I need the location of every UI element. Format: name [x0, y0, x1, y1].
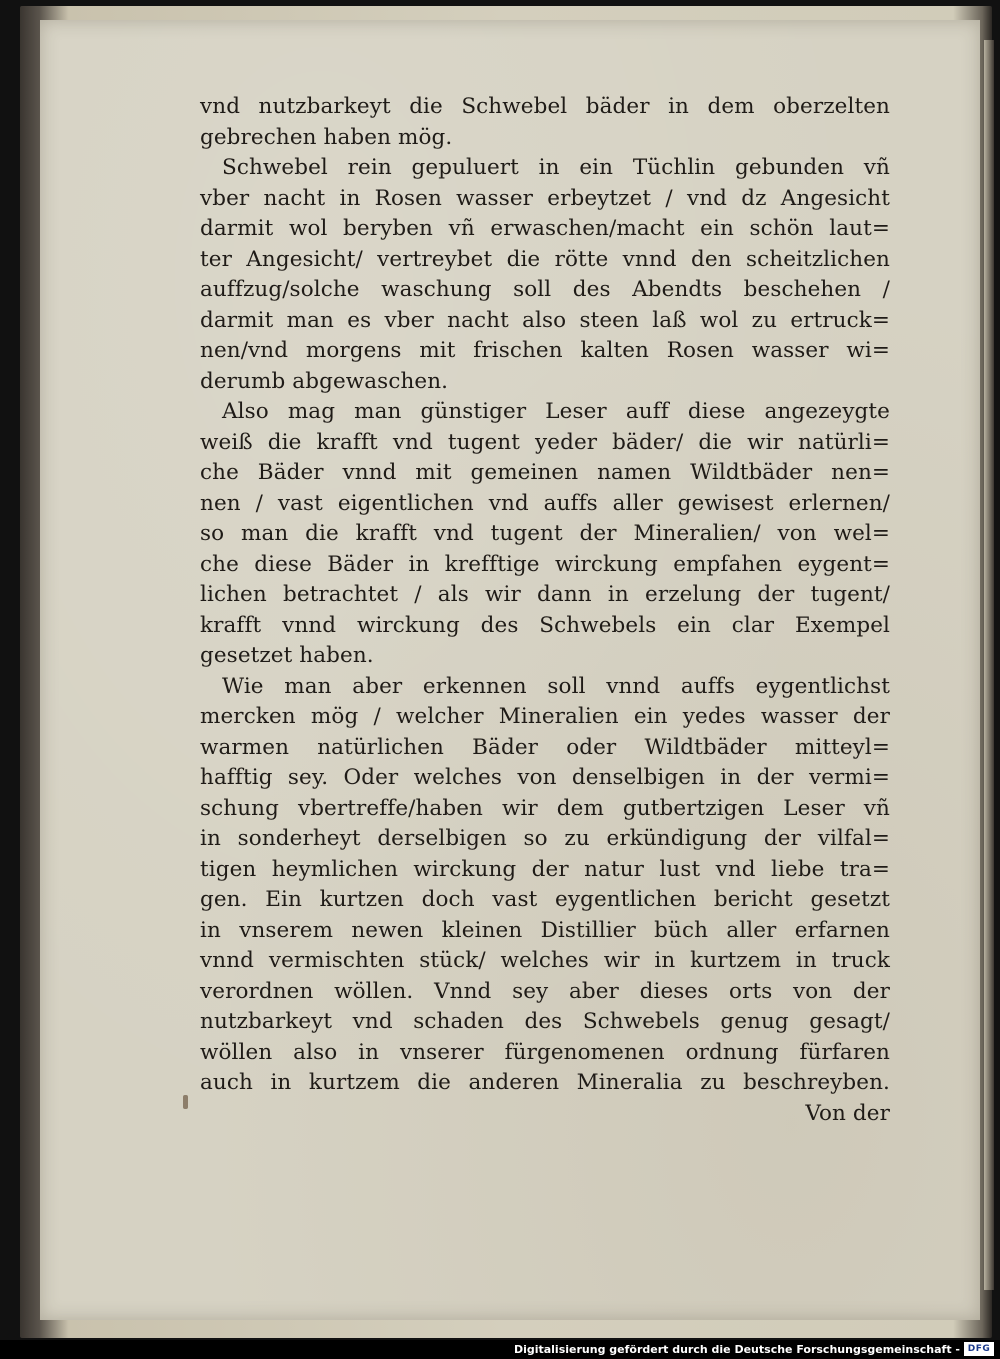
text-line: che diese Bäder in krefftige wirckung empfahen eygent= [200, 551, 890, 577]
text-line: gebrechen haben mög. [200, 124, 453, 150]
text-line: vber nacht in Rosen wasser erbeytzet / vnd dz Angesicht [200, 185, 890, 211]
text-line: verordnen wöllen. Vnnd sey aber dieses orts von der [200, 978, 890, 1004]
text-line: Wie man aber erkennen soll vnnd auffs eygentlichst [222, 673, 890, 699]
text-line: wöllen also in vnserer fürgenomenen ordnung fürfaren [200, 1039, 890, 1065]
text-line: schung vbertreffe/haben wir dem gutbertzigen Leser vñ [200, 795, 890, 821]
text-line: weiß die krafft vnd tugent yeder bäder/ die wir natürli= [200, 429, 890, 455]
text-line: ter Angesicht/ vertreybet die rötte vnnd den scheitzlichen [200, 246, 890, 272]
text-line: gen. Ein kurtzen doch vast eygentlichen bericht gesetzt [200, 887, 890, 912]
text-line: gesetzet haben. [200, 643, 374, 668]
text-line: tigen heymlichen wirckung der natur lust vnd liebe tra= [200, 856, 890, 882]
text-line: in sonderheyt derselbigen so zu erkündigung der vilfal= [200, 826, 890, 851]
footer-bar [0, 1340, 1000, 1359]
ink-stain [183, 1095, 188, 1109]
text-line: lichen betrachtet / als wir dann in erzelung der tugent/ [200, 582, 890, 607]
text-line: warmen natürlichen Bäder oder Wildtbäder mitteyl= [200, 734, 890, 760]
text-line: auffzug/solche waschung soll des Abendts beschehen / [200, 277, 890, 302]
text-line: vnnd vermischten stück/ welches wir in kurtzem in truck [200, 948, 890, 973]
text-line: krafft vnnd wirckung des Schwebels ein clar Exempel [200, 612, 890, 638]
funding-credit: Digitalisierung gefördert durch die Deutsche Forschungsgemeinschaft - [513, 1343, 960, 1356]
text-line: Also mag man günstiger Leser auff diese angezeygte [222, 399, 890, 424]
text-line: nen/vnd morgens mit frischen kalten Rosen wasser wi= [200, 338, 890, 363]
text-line: Schwebel rein gepuluert in ein Tüchlin gebunden vñ [222, 155, 890, 180]
dfg-logo-icon: DFG [964, 1342, 994, 1356]
text-line: in vnserem newen kleinen Distillier büch aller erfarnen [200, 917, 890, 943]
text-line: nen / vast eigentlichen vnd auffs aller gewisest erlernen/ [200, 490, 890, 516]
page-text-block [200, 92, 890, 1129]
text-line: so man die krafft vnd tugent der Mineralien/ von wel= [200, 521, 890, 546]
page-stack-edge [984, 40, 994, 1290]
text-line: darmit man es vber nacht also steen laß wol zu ertruck= [200, 307, 890, 333]
text-line: darmit wol beryben vñ erwaschen/macht ein schön laut= [200, 216, 890, 241]
text-line: mercken mög / welcher Mineralien ein yedes wasser der [200, 704, 890, 729]
text-line: hafftig sey. Oder welches von denselbigen in der vermi= [200, 765, 890, 790]
text-line: vnd nutzbarkeyt die Schwebel bäder in dem oberzelten [200, 94, 890, 119]
text-line: auch in kurtzem die anderen Mineralia zu beschreyben. [200, 1070, 890, 1095]
text-line: derumb abgewaschen. [200, 368, 449, 394]
text-line: che Bäder vnnd mit gemeinen namen Wildtbäder nen= [200, 460, 890, 485]
catchword: Von der [805, 1100, 890, 1126]
text-line: nutzbarkeyt vnd schaden des Schwebels genug gesagt/ [200, 1009, 890, 1034]
